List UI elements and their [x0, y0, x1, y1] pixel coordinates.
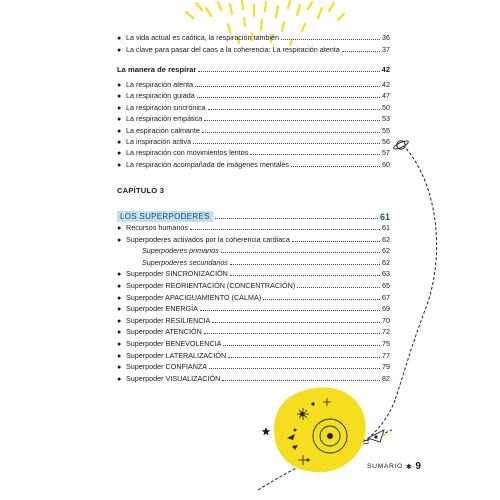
bullet-icon: ●: [117, 375, 122, 383]
toc-entry-label: La respiración guiada: [126, 91, 195, 101]
toc-entry-label: Superpoderes primarios: [142, 246, 219, 256]
bullet-icon: ●: [117, 306, 122, 314]
page-number: 36: [382, 33, 390, 42]
bullet-icon: ●: [117, 127, 122, 135]
toc-entry-label: La vida actual es caótica, la respiración también: [126, 33, 280, 42]
toc-entry-label: Superpoder RESILIENCIA: [126, 315, 211, 325]
page-number: 69: [382, 304, 390, 314]
page-number: 9: [415, 461, 422, 472]
yellow-circle-illustration: [274, 387, 366, 472]
page-number: 62: [382, 246, 390, 256]
bullet-icon: ●: [117, 46, 122, 54]
page-number: 67: [382, 292, 390, 302]
bullet-icon: ●: [117, 294, 122, 302]
page-number: 63: [382, 269, 390, 279]
bullet-icon: ●: [117, 352, 122, 360]
page-number: 77: [382, 350, 390, 360]
page-number: 57: [382, 148, 390, 158]
page-number: 65: [382, 281, 390, 290]
toc-entry-label: La respiración con movimientos lentos: [126, 148, 249, 158]
star-icon: [262, 427, 270, 435]
page-number: 72: [382, 327, 390, 337]
page-number: 61: [382, 223, 390, 232]
bullet-icon: ●: [117, 225, 122, 232]
toc-entry-label: Superpoderes activados por la coherencia cardiaca: [126, 234, 290, 244]
page-number: 62: [382, 257, 390, 267]
toc-entry-label: La respiración sincrónica: [126, 102, 206, 112]
page-number: 42: [381, 65, 390, 74]
page-number: 55: [382, 125, 390, 135]
page-number: 75: [382, 339, 390, 348]
toc-entry-label: La respiración empática: [126, 114, 203, 124]
page-number: 82: [382, 373, 390, 383]
toc-entry-label: La clave para pasar del caos a la coherencia: La respiración atenta: [126, 44, 340, 54]
page-number: 70: [382, 315, 390, 325]
section-title-label: LOS SUPERPODERES: [117, 211, 213, 222]
page-number: 37: [382, 44, 390, 54]
page-number: 50: [382, 102, 390, 112]
star-icon: ✱: [405, 463, 413, 471]
bullet-icon: ●: [117, 364, 122, 372]
page-footer: [367, 461, 422, 472]
page-number: 79: [382, 362, 390, 372]
toc-entry-label: Superpoder SINCRONIZACIÓN: [126, 269, 228, 279]
toc-entry-label: Superpoder APACIGUAMIENTO (CALMA): [126, 292, 262, 302]
page-number: 42: [382, 80, 390, 89]
toc-entry-label: La respiración acompañada de imágenes mentales: [126, 159, 290, 169]
bullet-icon: ●: [117, 150, 122, 158]
page-number: 61: [379, 212, 390, 222]
toc-entry-label: La respiración atenta: [126, 80, 194, 89]
bullet-icon: ●: [117, 139, 122, 146]
toc-entry-label: Superpoderes secundarios: [142, 257, 228, 267]
bullet-icon: ●: [117, 104, 122, 112]
toc-entry-label: Superpoder BENEVOLENCIA: [126, 339, 222, 348]
toc-entry-label: Superpoder LATERALIZACIÓN: [126, 350, 227, 360]
bullet-icon: ●: [117, 329, 122, 337]
toc-entry-label: Recursos humanos: [126, 223, 188, 232]
bullet-icon: ●: [117, 93, 122, 101]
bullet-icon: ●: [117, 82, 122, 89]
footer-label: SUMARIO: [367, 463, 403, 470]
page-number: 62: [382, 234, 390, 244]
toc-entry-label: Superpoder VISUALIZACIÓN: [126, 373, 221, 383]
toc-entry-label: La inspiración activa: [126, 137, 192, 146]
page-number: 60: [382, 159, 390, 169]
bullet-icon: ●: [117, 35, 122, 42]
bullet-icon: ●: [117, 271, 122, 279]
section-heading-label: La manera de respirar: [117, 65, 197, 74]
rocket-icon: [363, 430, 386, 444]
toc-entry-label: Superpoder REORIENTACIÓN (CONCENTRACIÓN): [126, 281, 296, 290]
toc-entry-label: Superpoder CONFIANZA: [126, 362, 208, 372]
page-number: 56: [382, 137, 390, 146]
chapter-title: CAPÍTULO 3: [117, 186, 165, 195]
toc-entry-label: Superpoder ENERGÍA: [126, 304, 198, 314]
bullet-icon: ●: [117, 116, 122, 124]
bullet-icon: ●: [117, 317, 122, 325]
toc-entry-label: Superpoder ATENCIÓN: [126, 327, 202, 337]
toc-entry-label: La espiración calmante: [126, 125, 200, 135]
page-number: 53: [382, 114, 390, 124]
bullet-icon: ●: [117, 341, 122, 348]
bullet-icon: ●: [117, 236, 122, 244]
page-number: 47: [382, 91, 390, 101]
bullet-icon: ●: [117, 283, 122, 290]
bullet-icon: ●: [117, 161, 122, 169]
